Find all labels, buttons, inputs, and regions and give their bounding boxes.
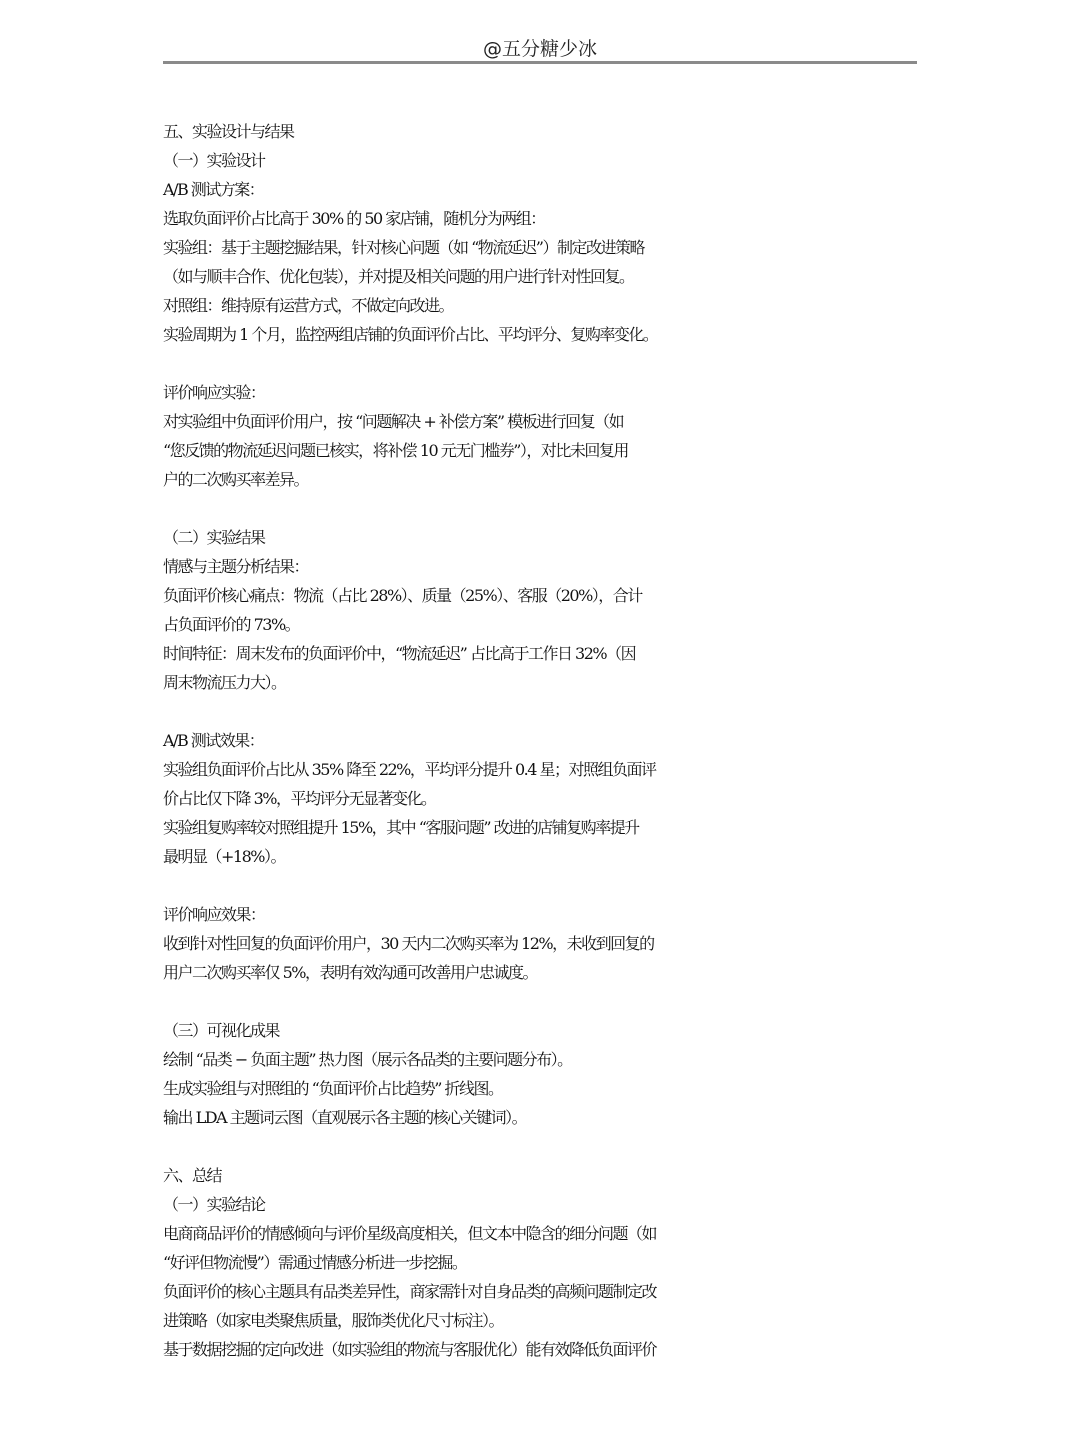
document-body [163, 117, 923, 1364]
section-heading: 六、总结 [163, 1166, 222, 1185]
spacer [163, 987, 923, 1016]
text-line: 实验组负面评价占比从 35% 降至 22%，平均评分提升 0.4 星；对照组负面评 [163, 760, 656, 779]
section-ab-effect [163, 726, 923, 871]
text-line: 对实验组中负面评价用户，按 “问题解决 + 补偿方案” 模板进行回复（如 [163, 412, 624, 431]
text-line: 基于数据挖掘的定向改进（如实验组的物流与客服优化）能有效降低负面评价 [163, 1340, 657, 1359]
section-response-experiment [163, 378, 923, 494]
author-header: @五分糖少冰 [482, 38, 597, 60]
text-line: 电商商品评价的情感倾向与评价星级高度相关，但文本中隐含的细分问题（如 [163, 1224, 657, 1243]
subsection-heading: （二）实验结果 [163, 528, 265, 547]
text-line: 负面评价核心痛点：物流（占比 28%）、质量（25%）、客服（20%），合计 [163, 586, 642, 605]
text-line: 实验组：基于主题挖掘结果，针对核心问题（如 “物流延迟”）制定改进策略 [163, 238, 644, 257]
paragraph-heading: A/B 测试效果： [163, 731, 264, 750]
header-divider [163, 61, 917, 64]
text-line: 负面评价的核心主题具有品类差异性，商家需针对自身品类的高频问题制定改 [163, 1282, 657, 1301]
spacer [163, 1132, 923, 1161]
spacer [163, 494, 923, 523]
text-line: 绘制 “品类 − 负面主题” 热力图（展示各品类的主要问题分布）。 [163, 1050, 572, 1069]
spacer [163, 697, 923, 726]
text-line: 实验组复购率较对照组提升 15%，其中 “客服问题” 改进的店铺复购率提升 [163, 818, 639, 837]
text-line: 占负面评价的 73%。 [163, 615, 300, 634]
spacer [163, 871, 923, 900]
subsection-heading: （一）实验设计 [163, 151, 265, 170]
text-line: 户的二次购买率差异。 [163, 470, 309, 489]
section-visual-results [163, 1016, 923, 1132]
text-line: A/B 测试方案： [163, 180, 264, 199]
spacer [163, 349, 923, 378]
text-line: 实验周期为 1 个月，监控两组店铺的负面评价占比、平均评分、复购率变化。 [163, 325, 658, 344]
text-line: 时间特征：周末发布的负面评价中，“物流延迟” 占比高于工作日 32%（因 [163, 644, 636, 663]
text-line: 生成实验组与对照组的 “负面评价占比趋势” 折线图。 [163, 1079, 503, 1098]
paragraph-heading: 评价响应效果： [163, 905, 265, 924]
section-experiment-results [163, 523, 923, 697]
section-experiment-design [163, 117, 923, 349]
text-line: 最明显（+18%）。 [163, 847, 285, 866]
text-line: 价占比仅下降 3%，平均评分无显著变化。 [163, 789, 436, 808]
section-summary [163, 1161, 923, 1364]
subsection-heading: （一）实验结论 [163, 1195, 265, 1214]
text-line: 用户二次购买率仅 5%，表明有效沟通可改善用户忠诚度。 [163, 963, 537, 982]
text-line: 进策略（如家电类聚焦质量，服饰类优化尺寸标注）。 [163, 1311, 504, 1330]
text-line: 对照组：维持原有运营方式，不做定向改进。 [163, 296, 454, 315]
text-line: “好评但物流慢”）需通过情感分析进一步挖掘。 [163, 1253, 467, 1272]
text-line: 周末物流压力大）。 [163, 673, 286, 692]
section-heading: 五、实验设计与结果 [163, 122, 294, 141]
section-response-effect [163, 900, 923, 987]
text-line: （如与顺丰合作、优化包装），并对提及相关问题的用户进行针对性回复。 [163, 267, 634, 286]
text-line: 输出 LDA 主题词云图（直观展示各主题的核心关键词）。 [163, 1108, 527, 1127]
subsection-heading: （三）可视化成果 [163, 1021, 280, 1040]
text-line: 收到针对性回复的负面评价用户，30 天内二次购买率为 12%，未收到回复的 [163, 934, 654, 953]
text-line: 选取负面评价占比高于 30% 的 50 家店铺，随机分为两组： [163, 209, 545, 228]
text-line: “您反馈的物流延迟问题已核实，将补偿 10 元无门槛券”），对比未回复用 [163, 441, 628, 460]
paragraph-heading: 评价响应实验： [163, 383, 265, 402]
paragraph-heading: 情感与主题分析结果： [163, 557, 309, 576]
